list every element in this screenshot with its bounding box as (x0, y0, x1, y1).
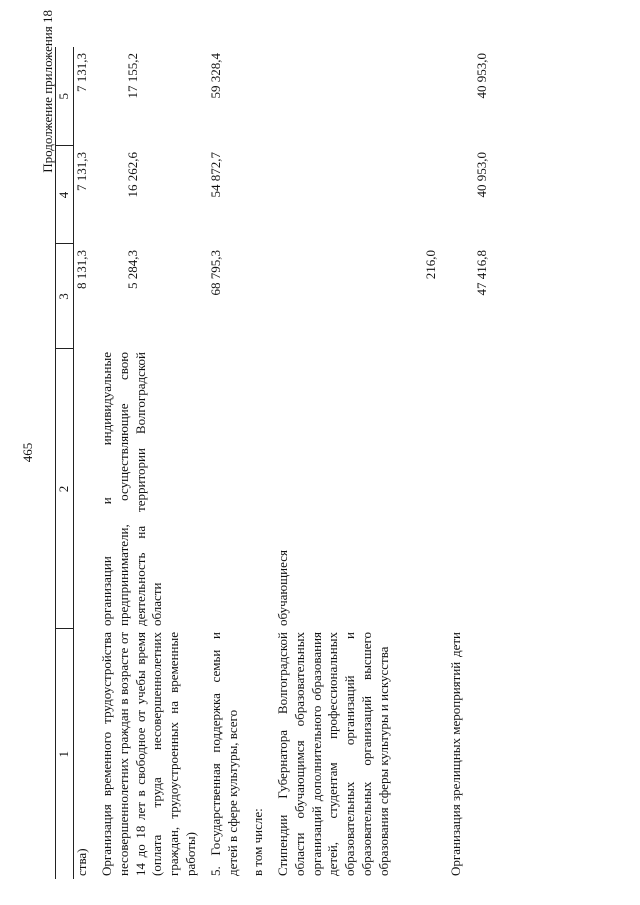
table-header-row (56, 47, 74, 879)
row-value-col3: 68 795,3 (208, 250, 224, 296)
row-value-col5: 7 131,3 (73, 53, 89, 92)
row-value-col4 (250, 146, 267, 244)
row-recipient-inline: дети (447, 632, 463, 658)
table-row (99, 47, 200, 879)
budget-table (55, 47, 491, 879)
row-value-col3 (275, 244, 440, 349)
row-value-col3 (99, 244, 200, 349)
row-recipients: организации и индивидуальные предприниматели, осуществляющие свою деятельность на территории Волгоградской области (98, 352, 165, 626)
row-recipients: обучающиеся (274, 550, 290, 626)
column-header: 5 (56, 47, 74, 146)
row-value-col3 (448, 244, 491, 349)
page-number: 465 (20, 442, 35, 463)
row-value-col3: 8 131,3 (73, 250, 89, 289)
table-row (448, 47, 491, 879)
row-value-col4 (99, 146, 200, 244)
row-name: 5. Государственная поддержка семьи и детей в сфере культуры, всего (208, 632, 241, 876)
row-name: ства) (73, 848, 89, 876)
row-recipients (73, 349, 90, 629)
row-value-col5: 59 328,4 (208, 53, 224, 99)
table-row (275, 47, 440, 879)
row-value-col4: 7 131,3 (73, 152, 89, 191)
value-text: 40 953,0 (473, 53, 489, 99)
row-name-text: Организация зрелищных мероприятий (447, 661, 463, 876)
value-text: 40 953,0 (473, 152, 489, 198)
row-value-col4 (448, 146, 491, 244)
row-name: Организация временного трудоустройства несовершеннолетних граждан в возрасте от 14 до 18 лет в свободное от учебы время (оплата труда несовершеннолетних граждан, трудоустроенных на временные работы) (98, 632, 199, 876)
row-name-wrap (448, 632, 465, 876)
column-header: 2 (56, 349, 74, 629)
value-text: 216,0 (422, 250, 438, 280)
continuation-label: Продолжение приложения 18 (40, 10, 55, 173)
column-header: 4 (56, 146, 74, 244)
value-text: 16 262,6 (124, 152, 140, 198)
row-recipients (250, 349, 267, 629)
row-name (448, 629, 491, 879)
value-text: 47 416,8 (473, 250, 489, 296)
row-recipients (448, 349, 491, 629)
row-value-col5 (275, 47, 440, 146)
row-value-col3 (250, 244, 267, 349)
row-value-col5 (250, 47, 267, 146)
table-row (208, 47, 242, 879)
row-value-col5 (99, 47, 200, 146)
table-row (250, 47, 267, 879)
row-value-col4 (275, 146, 440, 244)
column-header: 1 (56, 629, 74, 879)
row-recipients (208, 349, 242, 629)
row-value-col4: 54 872,7 (208, 152, 224, 198)
column-header: 3 (56, 244, 74, 349)
value-text: 5 284,3 (124, 250, 140, 289)
value-text: 17 155,2 (124, 53, 140, 99)
table-row (73, 47, 90, 879)
row-name: Стипендии Губернатора Волгоградской области обучающимся образовательных организаций дополнительного образования детей, студентам профессиональных образовательных организаций и образовательных организаций высшего образования сферы культуры и искусства (274, 632, 392, 876)
row-name: в том числе: (249, 808, 265, 876)
row-value-col5 (448, 47, 491, 146)
